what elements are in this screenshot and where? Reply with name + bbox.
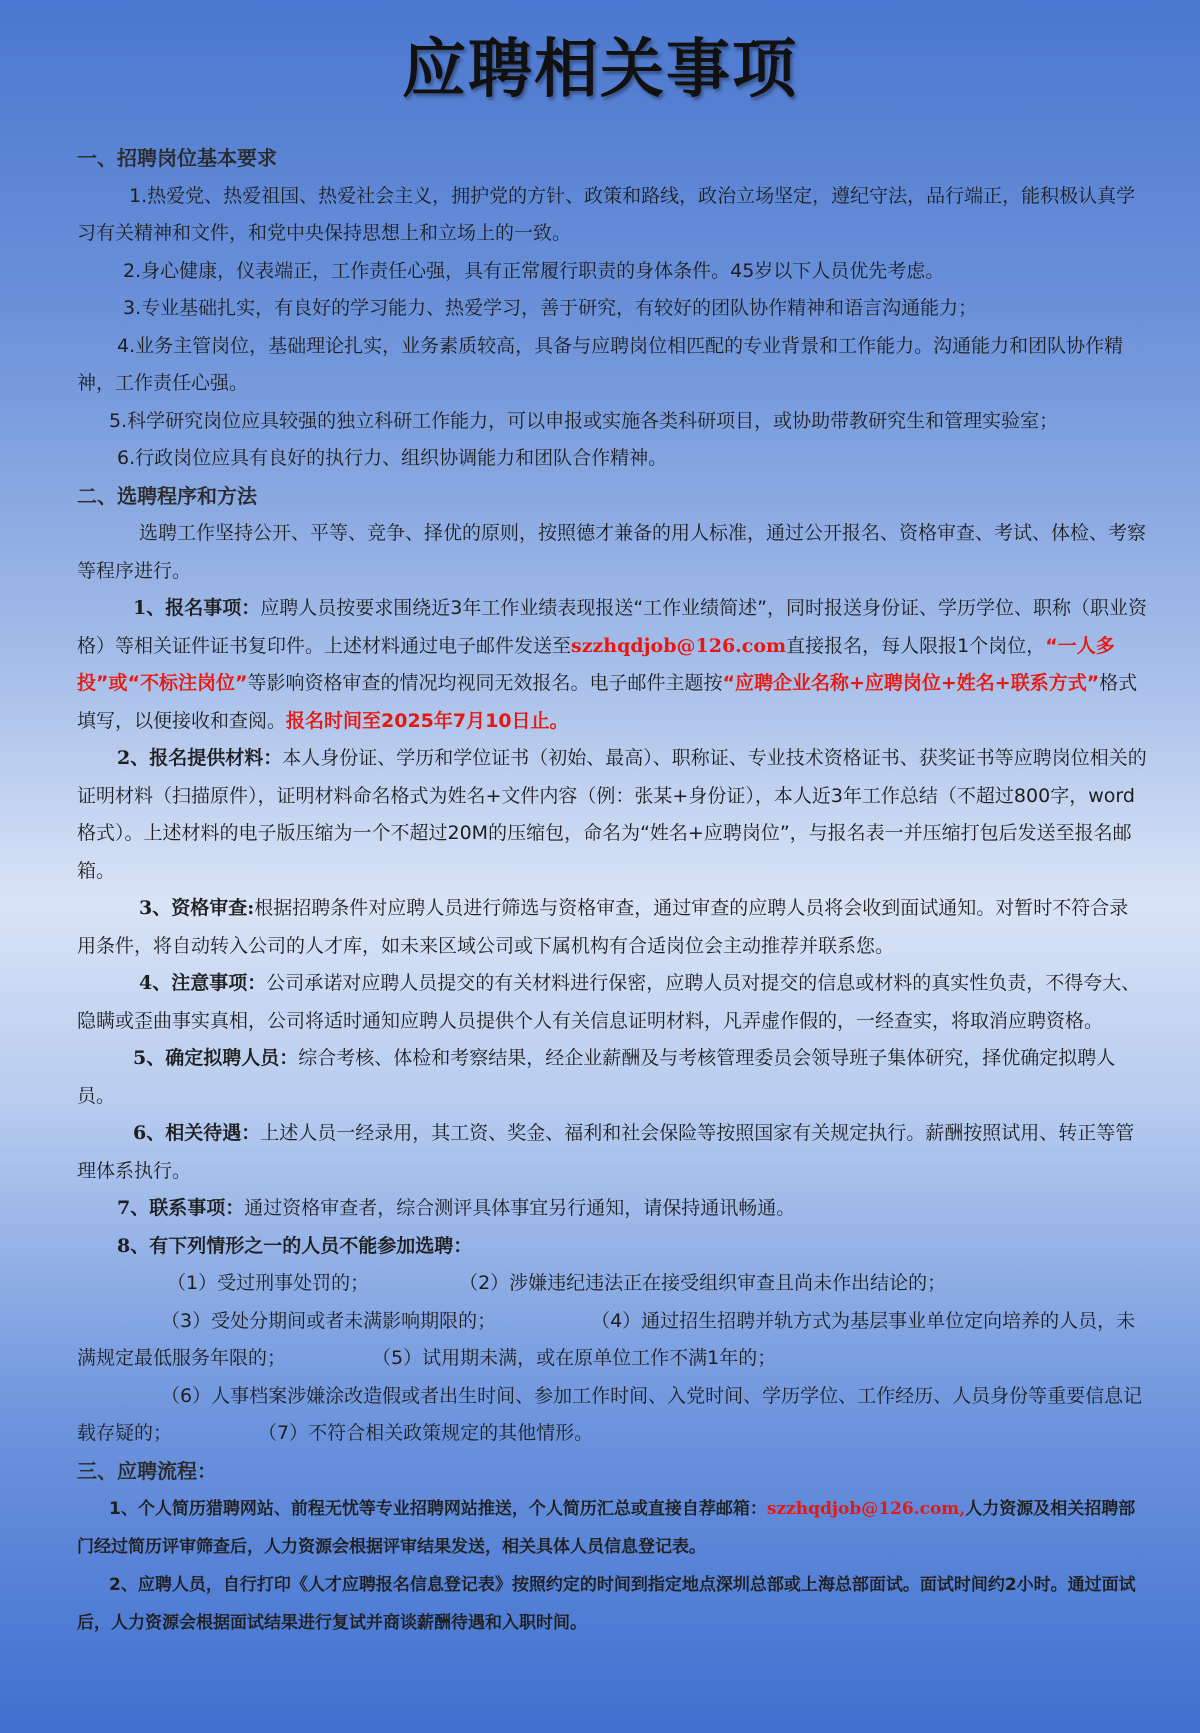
procedure-item-1	[77, 590, 1147, 740]
step1-email-link[interactable]: szzhqdjob@126.com,	[766, 1499, 966, 1519]
exclusion-row-3	[77, 1378, 1147, 1453]
step1-text-a: 1、个人简历猎聘网站、前程无忧等专业招聘网站推送，个人简历汇总或直接自荐邮箱：	[109, 1499, 767, 1519]
requirement-3: 3.专业基础扎实，有良好的学习能力、热爱学习，善于研究，有较好的团队协作精神和语言沟通能力；	[123, 297, 978, 319]
procedure-item-7	[77, 1190, 1147, 1228]
item4-text: 公司承诺对应聘人员提交的有关材料进行保密，应聘人员对提交的信息或材料的真实性负责，不得夸大、隐瞒或歪曲事实真相，公司将适时通知应聘人员提供个人有关信息证明材料，凡弄虚作假的，一经查实，将取消应聘资格。	[77, 972, 1141, 1032]
item1-deadline: 报名时间至2025年7月10日止。	[286, 709, 569, 732]
item1-red-note-a: “一人多投”或“不标注岗位”	[77, 634, 1115, 694]
procedure-item-3	[77, 890, 1147, 965]
item1-email-link[interactable]: szzhqdjob@126.com	[571, 634, 787, 657]
process-step-2: 2、应聘人员，自行打印《人才应聘报名信息登记表》按照约定的时间到指定地点深圳总部或上海总部面试。面试时间约2小时。通过面试后，人力资源会根据面试结果进行复试并商谈薪酬待遇和入职时间。	[77, 1575, 1136, 1633]
item7-label: 7、联系事项：	[117, 1197, 245, 1219]
notice-content	[77, 140, 1147, 1642]
item7-text: 通过资格审查者，综合测评具体事宜另行通知，请保持通讯畅通。	[244, 1197, 796, 1219]
procedure-item-6	[77, 1115, 1147, 1190]
item3-text: 根据招聘条件对应聘人员进行筛选与资格审查，通过审查的应聘人员将会收到面试通知。对暂时不符合录用条件，将自动转入公司的人才库，如未来区域公司或下属机构有合适岗位会主动推荐并联系您。	[77, 897, 1129, 957]
procedure-item-5	[77, 1040, 1147, 1115]
selection-intro: 选聘工作坚持公开、平等、竞争、择优的原则，按照德才兼备的用人标准，通过公开报名、资格审查、考试、体检、考察等程序进行。	[77, 522, 1147, 582]
item2-text: 本人身份证、学历和学位证书（初始、最高）、职称证、专业技术资格证书、获奖证书等应聘岗位相关的证明材料（扫描原件），证明材料命名格式为姓名+文件内容（例：张某+身份证），本人近3年工作总结（不超过800字，word格式）。上述材料的电子版压缩为一个不超过20M的压缩包，命名为“姓名+应聘岗位”，与报名表一并压缩打包后发送至报名邮箱。	[77, 747, 1147, 882]
exclusion-4: （4）通过招生招聘并轨方式为基层事业单位定向培养的人员，未满规定最低服务年限的；	[77, 1309, 1136, 1369]
step1-text-b: 人力资源及相关招聘部门经过简历评审筛查后，人力资源会根据评审结果发送，相关具体人员信息登记表。	[77, 1499, 1136, 1557]
exclusion-5: （5）试用期未满，或在原单位工作不满1年的；	[372, 1347, 777, 1369]
item1-red-note-b: “应聘企业名称+应聘岗位+姓名+联系方式”	[722, 672, 1100, 694]
requirement-1: 1.热爱党、热爱祖国、热爱社会主义，拥护党的方针、政策和路线，政治立场坚定，遵纪守法，品行端正，能积极认真学习有关精神和文件，和党中央保持思想上和立场上的一致。	[77, 184, 1136, 244]
item1-text-c: 等影响资格审查的情况均视同无效报名。电子邮件主题按	[247, 672, 723, 694]
procedure-item-4	[77, 965, 1147, 1040]
requirement-5: 5.科学研究岗位应具较强的独立科研工作能力，可以申报或实施各类科研项目，或协助带教研究生和管理实验室；	[109, 409, 1059, 432]
section2-heading: 二、选聘程序和方法	[77, 483, 257, 508]
item4-label: 4、注意事项：	[139, 972, 267, 994]
page-title: 应聘相关事项	[402, 33, 798, 107]
exclusion-row-1	[77, 1265, 1147, 1303]
item3-label: 3、资格审查:	[139, 897, 255, 919]
requirement-4: 4.业务主管岗位，基础理论扎实，业务素质较高，具备与应聘岗位相匹配的专业背景和工作能力。沟通能力和团队协作精神，工作责任心强。	[77, 334, 1124, 394]
exclusion-row-2	[77, 1303, 1147, 1378]
exclusion-1: （1）受过刑事处罚的；	[167, 1272, 370, 1294]
item1-text-b: 直接报名，每人限报1个岗位，	[786, 634, 1046, 657]
item5-label: 5、确定拟聘人员：	[133, 1047, 299, 1069]
section1-heading: 一、招聘岗位基本要求	[77, 146, 277, 170]
item6-label: 6、相关待遇：	[133, 1122, 261, 1144]
item1-text-a: 应聘人员按要求围绕近3年工作业绩表现报送“工作业绩简述”，同时报送身份证、学历学位、职称（职业资格）等相关证件证书复印件。上述材料通过电子邮件发送至	[77, 597, 1148, 657]
exclusion-2: （2）涉嫌违纪违法正在接受组织审查且尚未作出结论的；	[459, 1272, 947, 1294]
process-step-1	[77, 1490, 1147, 1566]
requirement-2: 2.身心健康，仪表端正，工作责任心强，具有正常履行职责的身体条件。45岁以下人员优先考虑。	[123, 259, 945, 282]
item5-text: 综合考核、体检和考察结果，经企业薪酬及与考核管理委员会领导班子集体研究，择优确定拟聘人员。	[77, 1047, 1116, 1107]
exclusion-6: （6）人事档案涉嫌涂改造假或者出生时间、参加工作时间、入党时间、学历学位、工作经历、人员身份等重要信息记载存疑的；	[77, 1384, 1143, 1444]
exclusion-3: （3）受处分期间或者未满影响期限的；	[161, 1309, 497, 1332]
requirement-6: 6.行政岗位应具有良好的执行力、组织协调能力和团队合作精神。	[117, 447, 668, 469]
item8-label: 8、有下列情形之一的人员不能参加选聘：	[117, 1234, 473, 1257]
item1-text-d: 格式填写，以便接收和查阅。	[77, 672, 1138, 732]
item1-label: 1、报名事项：	[133, 597, 261, 619]
procedure-item-2	[77, 740, 1147, 890]
item2-label: 2、报名提供材料：	[117, 747, 283, 769]
exclusion-7: （7）不符合相关政策规定的其他情形。	[258, 1422, 594, 1444]
section3-heading: 三、应聘流程：	[77, 1458, 217, 1483]
item6-text: 上述人员一经录用，其工资、奖金、福利和社会保险等按照国家有关规定执行。薪酬按照试用、转正等管理体系执行。	[77, 1122, 1135, 1182]
